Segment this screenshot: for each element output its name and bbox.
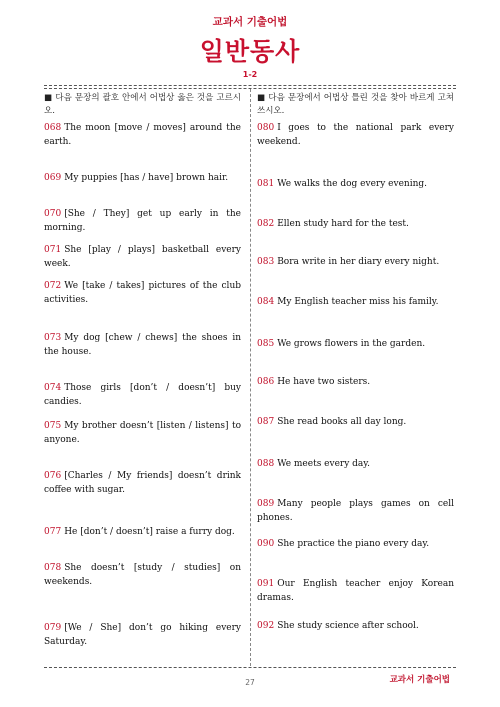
question-text: My dog [chew / chews] the shoes in the house. bbox=[44, 333, 241, 357]
column-divider bbox=[250, 89, 251, 666]
question-number: 091 bbox=[257, 579, 275, 589]
question-item bbox=[257, 338, 454, 352]
question-number: 090 bbox=[257, 539, 275, 549]
question-item bbox=[257, 178, 454, 192]
question-item bbox=[257, 376, 454, 390]
question-text: [We / She] don’t go hiking every Saturday. bbox=[44, 623, 241, 647]
question-text: My brother doesn’t [listen / listens] to anyone. bbox=[44, 421, 241, 445]
question-item bbox=[257, 620, 454, 634]
question-number: 069 bbox=[44, 173, 62, 183]
question-item bbox=[44, 122, 241, 149]
question-text: We [take / takes] pictures of the club activities. bbox=[44, 281, 241, 305]
question-text: She study science after school. bbox=[277, 621, 419, 631]
question-number: 079 bbox=[44, 623, 62, 633]
question-number: 092 bbox=[257, 621, 275, 631]
question-item bbox=[44, 208, 241, 235]
page-title: 일반동사 bbox=[199, 37, 301, 66]
question-item bbox=[257, 256, 454, 270]
left-column bbox=[44, 92, 241, 647]
question-number: 074 bbox=[44, 383, 62, 393]
question-item bbox=[44, 244, 241, 271]
question-text: She doesn’t [study / studies] on weekends. bbox=[44, 563, 241, 587]
question-number: 085 bbox=[257, 339, 275, 349]
page-number: 27 bbox=[245, 678, 255, 687]
question-text: [Charles / My friends] doesn’t drink coffee with sugar. bbox=[44, 471, 241, 495]
question-number: 084 bbox=[257, 297, 275, 307]
top-divider bbox=[44, 85, 456, 86]
footer-brand: 교과서 기출어법 bbox=[389, 675, 450, 685]
question-item bbox=[44, 172, 241, 186]
question-item bbox=[257, 578, 454, 605]
question-number: 082 bbox=[257, 219, 275, 229]
question-text: Our English teacher enjoy Korean dramas. bbox=[257, 579, 454, 603]
question-number: 073 bbox=[44, 333, 62, 343]
question-item bbox=[257, 458, 454, 472]
question-text: He have two sisters. bbox=[277, 377, 371, 387]
bottom-divider bbox=[44, 667, 456, 668]
question-text: [She / They] get up early in the morning. bbox=[44, 209, 241, 233]
question-item bbox=[257, 296, 454, 310]
question-number: 086 bbox=[257, 377, 275, 387]
question-item bbox=[257, 218, 454, 232]
question-text: The moon [move / moves] around the earth. bbox=[44, 123, 241, 147]
question-text: He [don’t / doesn’t] raise a furry dog. bbox=[64, 527, 235, 537]
right-instruction: ■ 다음 문장에서 어법상 틀린 것을 찾아 바르게 고쳐 쓰시오. bbox=[257, 93, 454, 116]
right-column bbox=[257, 92, 454, 631]
question-text: She read books all day long. bbox=[277, 417, 407, 427]
question-text: Many people plays games on cell phones. bbox=[257, 499, 454, 523]
question-number: 083 bbox=[257, 257, 275, 267]
question-number: 071 bbox=[44, 245, 62, 255]
question-item bbox=[44, 470, 241, 497]
question-item bbox=[257, 416, 454, 430]
question-item bbox=[44, 622, 241, 649]
question-number: 075 bbox=[44, 421, 62, 431]
question-item bbox=[44, 526, 241, 540]
question-text: She practice the piano every day. bbox=[277, 539, 430, 549]
question-text: Those girls [don’t / doesn’t] buy candies. bbox=[44, 383, 241, 407]
question-text: Ellen study hard for the test. bbox=[277, 219, 409, 229]
question-number: 087 bbox=[257, 417, 275, 427]
question-text: We grows flowers in the garden. bbox=[277, 339, 426, 349]
page-subtitle: 1-2 bbox=[242, 70, 258, 79]
header-label: 교과서 기출어법 bbox=[212, 16, 288, 28]
question-item bbox=[44, 420, 241, 447]
question-text: We walks the dog every evening. bbox=[277, 179, 427, 189]
question-number: 081 bbox=[257, 179, 275, 189]
question-number: 088 bbox=[257, 459, 275, 469]
question-item bbox=[44, 280, 241, 307]
question-number: 070 bbox=[44, 209, 62, 219]
question-item bbox=[257, 498, 454, 525]
question-text: I goes to the national park every weekend. bbox=[257, 123, 454, 147]
question-item bbox=[257, 538, 454, 552]
question-number: 077 bbox=[44, 527, 62, 537]
question-number: 072 bbox=[44, 281, 62, 291]
question-number: 076 bbox=[44, 471, 62, 481]
question-item bbox=[44, 562, 241, 589]
question-number: 089 bbox=[257, 499, 275, 509]
question-item bbox=[257, 122, 454, 149]
question-text: She [play / plays] basketball every week. bbox=[44, 245, 241, 269]
question-item bbox=[44, 382, 241, 409]
question-number: 078 bbox=[44, 563, 62, 573]
question-number: 068 bbox=[44, 123, 62, 133]
question-number: 080 bbox=[257, 123, 275, 133]
question-text: My English teacher miss his family. bbox=[277, 297, 439, 307]
left-instruction: ■ 다음 문장의 괄호 안에서 어법상 옳은 것을 고르시오. bbox=[44, 93, 241, 116]
question-item bbox=[44, 332, 241, 359]
question-text: My puppies [has / have] brown hair. bbox=[64, 173, 229, 183]
question-text: Bora write in her diary every night. bbox=[277, 257, 440, 267]
question-text: We meets every day. bbox=[277, 459, 371, 469]
